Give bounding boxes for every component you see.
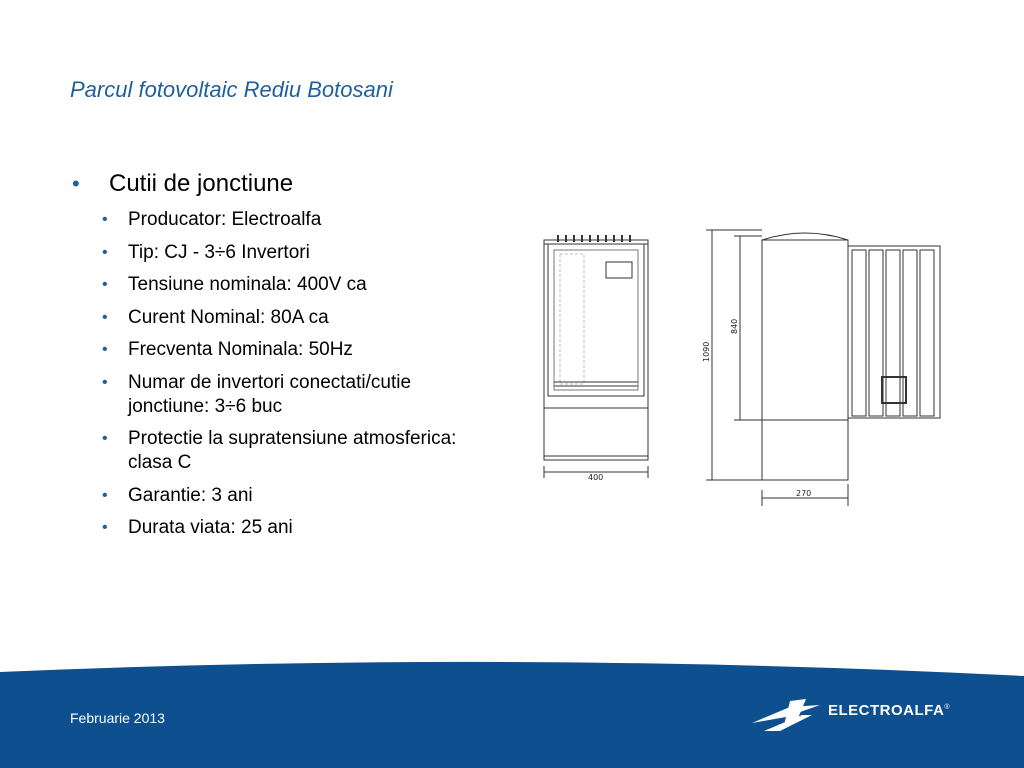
spec-list xyxy=(72,208,492,540)
list-item: • Durata viata: 25 ani xyxy=(102,517,293,538)
bullet-icon: • xyxy=(102,211,108,228)
slide-title: Parcul fotovoltaic Rediu Botosani xyxy=(70,77,393,102)
list-item: • Tip: CJ - 3÷6 Invertori xyxy=(102,241,310,263)
list-item: • Tensiune nominala: 400V ca xyxy=(102,274,367,295)
list-item: • Frecventa Nominala: 50Hz xyxy=(102,339,353,360)
total-height-dimension-label: 1090 xyxy=(702,341,711,362)
bullet-icon: • xyxy=(72,171,80,196)
bullet-icon: • xyxy=(102,308,108,326)
bullet-icon: • xyxy=(102,486,108,504)
depth-dimension-label: 270 xyxy=(796,489,812,498)
bullet-icon: • xyxy=(102,243,108,261)
main-bullet-text: Cutii de jonctiune xyxy=(109,170,294,197)
cabinet-height-dimension-label: 840 xyxy=(730,318,739,334)
bullet-icon: • xyxy=(102,430,108,447)
bullet-icon: • xyxy=(102,373,108,391)
bullet-icon: • xyxy=(102,341,108,358)
brand-name: ELECTROALFA® xyxy=(828,702,951,719)
front-plinth xyxy=(544,408,648,460)
side-view-outline xyxy=(762,240,848,420)
side-plinth xyxy=(762,420,848,480)
slide-content xyxy=(72,170,492,549)
list-item: • Producator: Electroalfa xyxy=(102,209,322,230)
bullet-icon: • xyxy=(102,519,108,536)
main-bullet xyxy=(72,170,492,198)
junction-box-drawing xyxy=(540,222,950,507)
list-item: • Garantie: 3 ani xyxy=(102,484,253,506)
list-item: • Numar de invertori conectati/cutie jonctiune: 3÷6 buc xyxy=(102,371,412,417)
footer-date: Februarie 2013 xyxy=(70,710,165,726)
list-item: • Curent Nominal: 80A ca xyxy=(102,306,329,328)
registered-mark: ® xyxy=(944,704,951,711)
list-item: • Protectie la supratensiune atmosferica: clasa C xyxy=(102,428,457,473)
bullet-icon: • xyxy=(102,276,108,293)
width-dimension-label: 400 xyxy=(588,473,604,482)
